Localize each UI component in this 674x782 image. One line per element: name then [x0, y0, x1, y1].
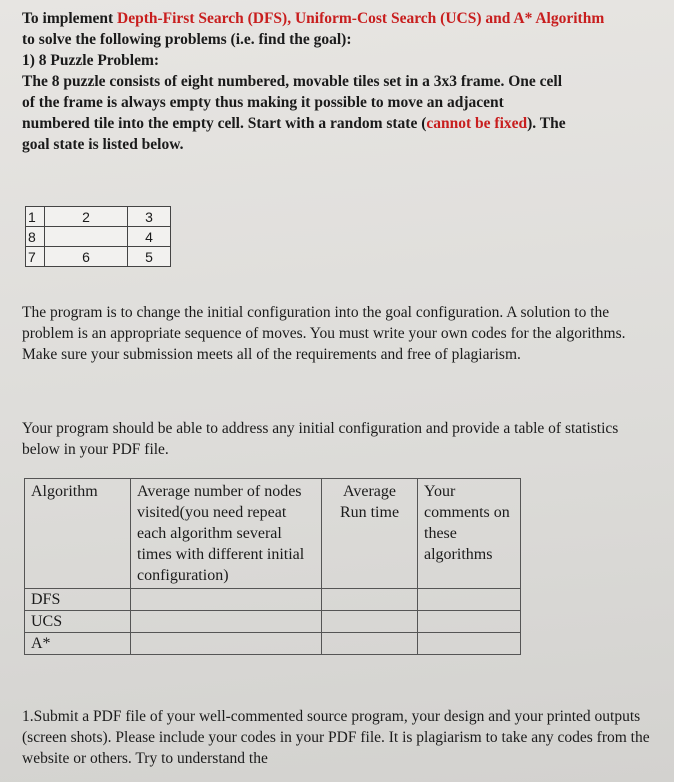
grid-cell: 7	[26, 247, 45, 267]
table-row	[25, 589, 521, 611]
grid-row	[26, 247, 171, 267]
table-cell	[322, 611, 418, 633]
desc-line-3-end: ). The	[527, 115, 566, 132]
desc-line-3	[22, 113, 674, 134]
table-row	[25, 633, 521, 655]
problem-heading: 1) 8 Puzzle Problem:	[22, 52, 160, 69]
grid-cell-empty	[45, 227, 128, 247]
table-cell	[322, 589, 418, 611]
table-cell	[131, 589, 322, 611]
cannot-be-fixed-highlight: cannot be fixed	[426, 115, 528, 132]
stats-header-row	[25, 479, 521, 589]
requirements-paragraph: Your program should be able to address any initial configuration and provide a table of statistics below in your PDF file.	[22, 420, 619, 458]
grid-row	[26, 227, 171, 247]
desc-line-1: The 8 puzzle consists of eight numbered, movable tiles set in a 3x3 frame. One cell	[22, 73, 563, 90]
grid-cell: 8	[26, 227, 45, 247]
header-avg-nodes: Average number of nodes visited(you need repeat each algorithm several times with different initial configuration)	[131, 479, 322, 589]
grid-cell: 6	[45, 247, 128, 267]
row-label: UCS	[25, 611, 131, 633]
desc-line-2: of the frame is always empty thus making it possible to move an adjacent	[22, 94, 504, 111]
table-cell	[418, 589, 521, 611]
table-cell	[322, 633, 418, 655]
desc-line-4: goal state is listed below.	[22, 136, 184, 153]
row-label: A*	[25, 633, 131, 655]
grid-cell: 2	[45, 207, 128, 227]
table-row	[25, 611, 521, 633]
submission-paragraph: 1.Submit a PDF file of your well-commented source program, your design and your printed outputs (screen shots). Please include your codes in your PDF file. It is plagiarism to take any codes from the website or others. Try to understand the	[22, 708, 650, 767]
goal-state-grid	[25, 206, 171, 267]
program-paragraph: The program is to change the initial configuration into the goal configuration. A solution to the problem is an appropriate sequence of moves. You must write your own codes for the algorithms. Make sure your submission meets all of the requirements and free of plagiarism.	[22, 304, 626, 363]
row-label: DFS	[25, 589, 131, 611]
algorithms-highlight: Depth-First Search (DFS), Uniform-Cost Search (UCS) and A* Algorithm	[117, 10, 605, 27]
intro-block	[22, 8, 674, 155]
table-cell	[131, 633, 322, 655]
intro-rest: to solve the following problems (i.e. find the goal):	[22, 31, 352, 48]
grid-cell: 1	[26, 207, 45, 227]
statistics-table	[24, 478, 521, 655]
grid-cell: 5	[128, 247, 171, 267]
grid-row	[26, 207, 171, 227]
header-comments: Your comments on these algorithms	[418, 479, 521, 589]
table-cell	[131, 611, 322, 633]
grid-cell: 3	[128, 207, 171, 227]
desc-line-3-text: numbered tile into the empty cell. Start with a random state (	[22, 115, 427, 132]
intro-line-1	[22, 8, 674, 50]
grid-cell: 4	[128, 227, 171, 247]
header-algorithm: Algorithm	[25, 479, 131, 589]
table-cell	[418, 633, 521, 655]
header-avg-runtime: Average Run time	[322, 479, 418, 589]
intro-lead: To implement	[22, 10, 118, 27]
table-cell	[418, 611, 521, 633]
